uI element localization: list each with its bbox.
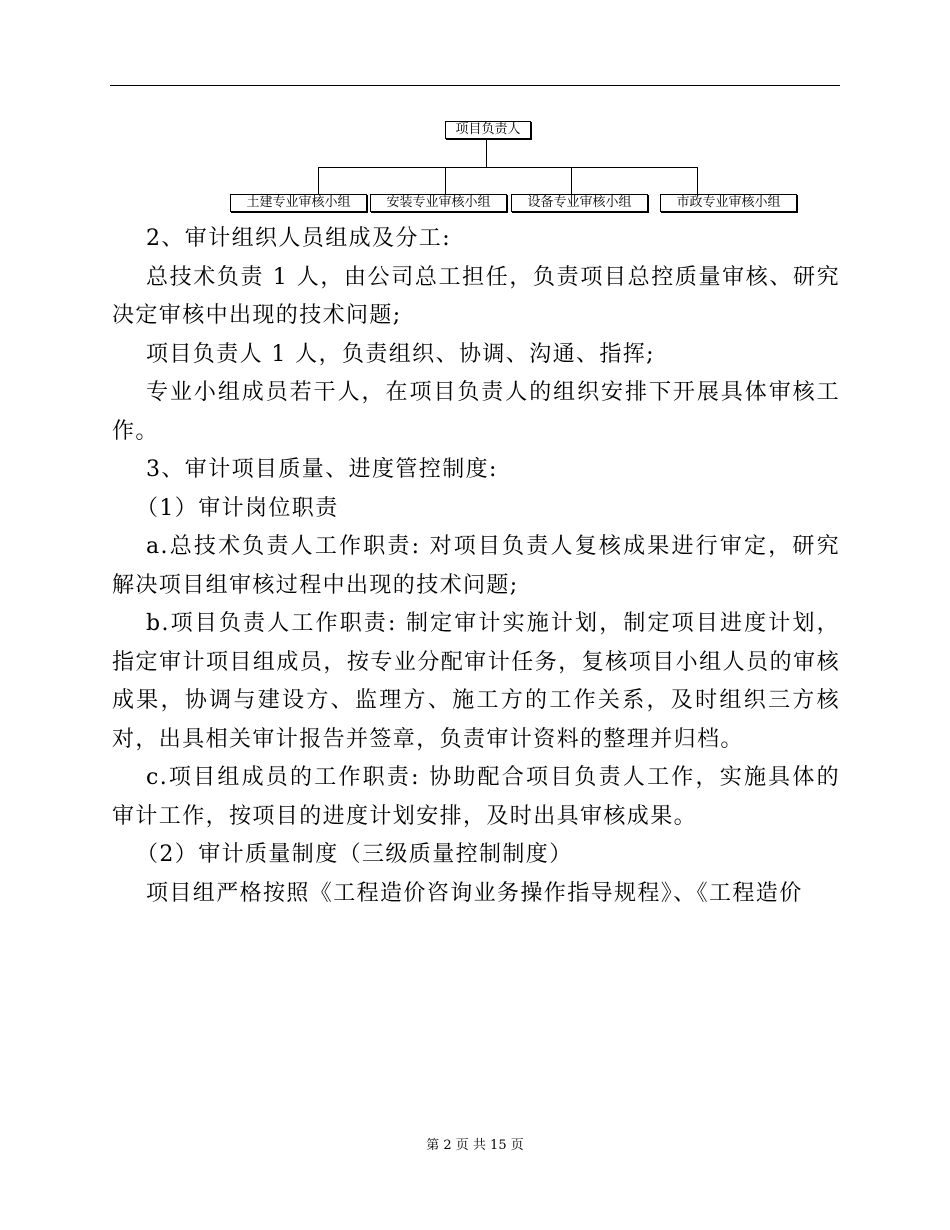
org-chart bbox=[0, 0, 950, 230]
org-branch-connector bbox=[571, 167, 572, 194]
org-branch-connector bbox=[318, 167, 319, 194]
org-child-box: 设备专业审核小组 bbox=[511, 194, 648, 212]
org-horizontal-connector bbox=[318, 167, 697, 168]
org-child-box: 安装专业审核小组 bbox=[370, 194, 507, 212]
org-branch-connector bbox=[445, 167, 446, 194]
subsection-heading: （2）审计质量制度（三级质量控制制度） bbox=[136, 842, 573, 867]
subsection-heading: （1）审计岗位职责 bbox=[136, 495, 339, 521]
paragraph: 项目负责人 1 人，负责组织、协调、沟通、指挥; bbox=[146, 341, 655, 367]
org-root-connector bbox=[486, 139, 487, 168]
paragraph: 总技术负责 1 人，由公司总工担任，负责项目总控质量审核、研究决定审核中出现的技术问题; bbox=[112, 264, 840, 328]
page-footer: 第 2 页 共 15 页 bbox=[426, 1138, 524, 1153]
org-branch-connector bbox=[697, 167, 698, 194]
org-root-box: 项目负责人 bbox=[445, 121, 531, 139]
paragraph: b.项目负责人工作职责: 制定审计实施计划，制定项目进度计划，指定审计项目组成员，按专业分配审计任务，复核项目小组人员的审核成果，协调与建设方、监理方、施工方的工作关系，及时组织三方核对，出具相关审计报告并签章，负责审计资料的整理并归档。 bbox=[112, 611, 840, 752]
paragraph: 专业小组成员若干人，在项目负责人的组织安排下开展具体审核工作。 bbox=[112, 380, 840, 444]
section-heading: 2、审计组织人员组成及分工: bbox=[146, 226, 452, 251]
paragraph: 项目组严格按照《工程造价咨询业务操作指导规程》、《工程造价 bbox=[146, 880, 803, 906]
section-heading: 3、审计项目质量、进度管控制度: bbox=[146, 457, 498, 482]
org-child-box: 土建专业审核小组 bbox=[230, 194, 367, 212]
paragraph: c.项目组成员的工作职责: 协助配合项目负责人工作，实施具体的审计工作，按项目的进度计划安排，及时出具审核成果。 bbox=[112, 765, 840, 829]
org-child-box: 市政专业审核小组 bbox=[660, 194, 797, 212]
paragraph: a.总技术负责人工作职责: 对项目负责人复核成果进行审定，研究解决项目组审核过程中出现的技术问题; bbox=[112, 534, 840, 598]
body-text bbox=[112, 220, 840, 913]
